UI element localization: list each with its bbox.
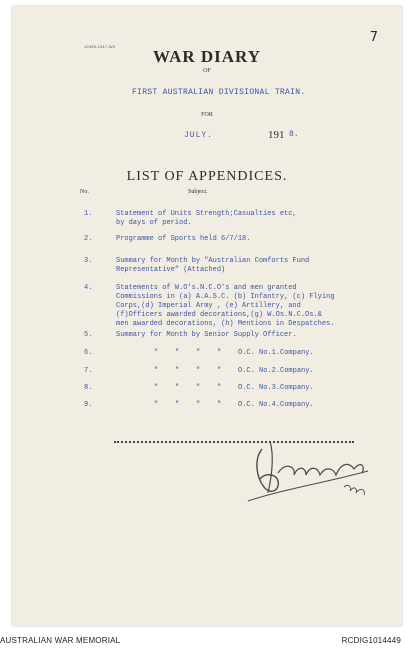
- of-label: OF: [203, 68, 211, 74]
- appendix-number: 3.: [84, 257, 93, 265]
- for-label: FOR: [201, 112, 213, 118]
- appendix-number: 5.: [84, 331, 93, 339]
- archive-name: AUSTRALIAN WAR MEMORIAL: [0, 636, 121, 645]
- appendix-subject: Programme of Sports held 6/7/18.: [116, 235, 251, 243]
- record-id: RCDIG1014449: [341, 636, 401, 645]
- handwritten-signature: [234, 431, 384, 511]
- appendix-number: 2.: [84, 235, 93, 243]
- column-header-no: No.: [80, 189, 89, 195]
- appendix-subject: " " " " O.C. No.2.Company.: [154, 367, 314, 375]
- appendix-subject: Summary for Month by "Australian Comforts Fund Representative" (Attached): [116, 257, 310, 274]
- unit-name: FIRST AUSTRALIAN DIVISIONAL TRAIN.: [132, 88, 306, 97]
- appendix-number: 4.: [84, 284, 93, 292]
- year-prefix: 191: [268, 129, 285, 141]
- appendix-subject: Statement of Units Strength;Casualties etc, by days of period.: [116, 210, 297, 227]
- appendix-number: 8.: [84, 384, 93, 392]
- year-suffix: 8.: [289, 130, 299, 139]
- appendix-subject: " " " " O.C. No.1.Company.: [154, 349, 314, 357]
- diary-page: [12, 6, 402, 626]
- page-title: WAR DIARY: [152, 47, 262, 66]
- column-header-subject: Subject.: [188, 189, 208, 195]
- appendix-number: 7.: [84, 367, 93, 375]
- appendix-subject: Statements of W.O's.N.C.O's and men granted Commissions in (a) A.A.S.C. (b) Infantry, (c) Flying Corps,(d) Imperial Army , (e) Artillery, and (f)Officers awarded decorations,(g) W.Os.N.C.Os.& men awarded decorations, (h) Mentions in Despatches.: [116, 284, 335, 328]
- appendix-subject: " " " " O.C. No.4.Company.: [154, 401, 314, 409]
- appendix-subject: Summary for Month by Senior Supply Officer.: [116, 331, 297, 339]
- appendix-subject: " " " " O.C. No.3.Company.: [154, 384, 314, 392]
- appendix-number: 1.: [84, 210, 93, 218]
- form-code: 12459-1917-W3: [84, 44, 116, 49]
- appendix-number: 9.: [84, 401, 93, 409]
- appendices-heading: LIST OF APPENDICES.: [126, 169, 288, 184]
- appendix-number: 6.: [84, 349, 93, 357]
- page-number-mark: 7: [369, 30, 378, 45]
- month-value: JULY.: [184, 131, 214, 140]
